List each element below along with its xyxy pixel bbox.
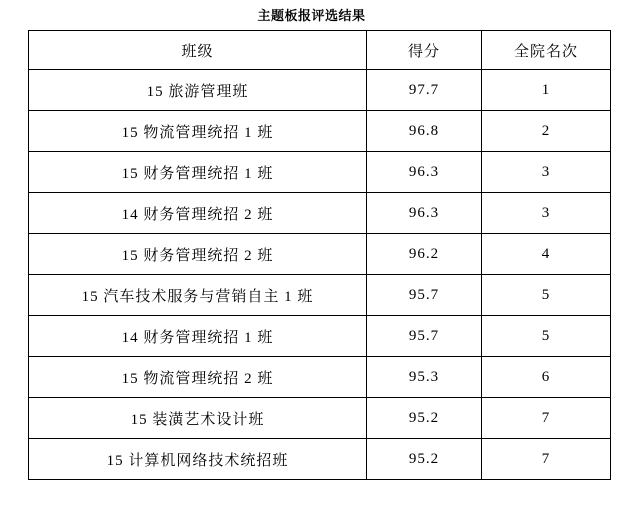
cell-score: 96.2 bbox=[367, 234, 482, 275]
table-row bbox=[29, 439, 611, 480]
table-row bbox=[29, 70, 611, 111]
table-row bbox=[29, 111, 611, 152]
cell-class: 15 旅游管理班 bbox=[29, 70, 367, 111]
cell-rank: 6 bbox=[482, 357, 611, 398]
cell-rank: 1 bbox=[482, 70, 611, 111]
cell-rank: 3 bbox=[482, 152, 611, 193]
cell-class: 15 计算机网络技术统招班 bbox=[29, 439, 367, 480]
cell-rank: 7 bbox=[482, 439, 611, 480]
cell-class: 15 装潢艺术设计班 bbox=[29, 398, 367, 439]
cell-score: 96.8 bbox=[367, 111, 482, 152]
cell-score: 95.3 bbox=[367, 357, 482, 398]
cell-score: 95.2 bbox=[367, 398, 482, 439]
cell-class: 15 财务管理统招 2 班 bbox=[29, 234, 367, 275]
table-row bbox=[29, 152, 611, 193]
results-table-container bbox=[0, 30, 623, 480]
table-body bbox=[29, 70, 611, 480]
cell-score: 96.3 bbox=[367, 193, 482, 234]
cell-class: 14 财务管理统招 2 班 bbox=[29, 193, 367, 234]
cell-rank: 4 bbox=[482, 234, 611, 275]
cell-rank: 5 bbox=[482, 275, 611, 316]
cell-class: 15 物流管理统招 1 班 bbox=[29, 111, 367, 152]
table-row bbox=[29, 193, 611, 234]
cell-score: 95.7 bbox=[367, 275, 482, 316]
results-table bbox=[28, 30, 611, 480]
column-header-rank: 全院名次 bbox=[482, 31, 611, 70]
cell-rank: 2 bbox=[482, 111, 611, 152]
cell-rank: 3 bbox=[482, 193, 611, 234]
table-header-row bbox=[29, 31, 611, 70]
cell-score: 95.2 bbox=[367, 439, 482, 480]
cell-score: 97.7 bbox=[367, 70, 482, 111]
table-row bbox=[29, 357, 611, 398]
column-header-class: 班级 bbox=[29, 31, 367, 70]
cell-rank: 5 bbox=[482, 316, 611, 357]
table-header bbox=[29, 31, 611, 70]
cell-rank: 7 bbox=[482, 398, 611, 439]
column-header-score: 得分 bbox=[367, 31, 482, 70]
table-row bbox=[29, 398, 611, 439]
cell-class: 15 财务管理统招 1 班 bbox=[29, 152, 367, 193]
table-row bbox=[29, 234, 611, 275]
cell-class: 15 汽车技术服务与营销自主 1 班 bbox=[29, 275, 367, 316]
cell-score: 96.3 bbox=[367, 152, 482, 193]
cell-class: 14 财务管理统招 1 班 bbox=[29, 316, 367, 357]
cell-score: 95.7 bbox=[367, 316, 482, 357]
table-row bbox=[29, 275, 611, 316]
cell-class: 15 物流管理统招 2 班 bbox=[29, 357, 367, 398]
table-row bbox=[29, 316, 611, 357]
page-title: 主题板报评选结果 bbox=[257, 8, 366, 23]
